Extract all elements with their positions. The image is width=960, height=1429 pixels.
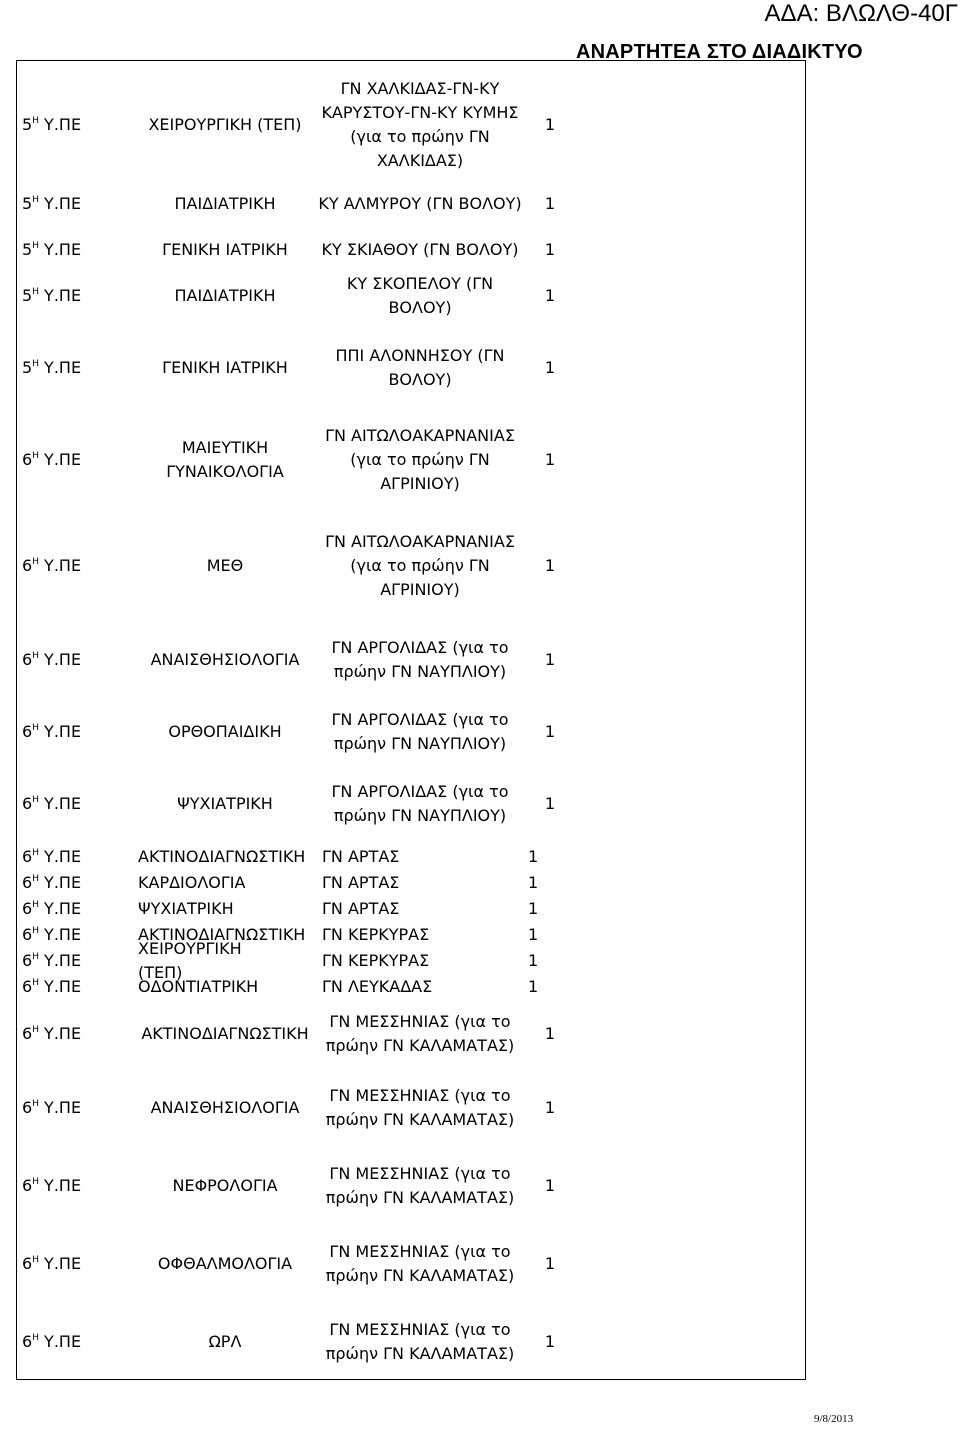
- region-label: Υ.ΠΕ: [38, 650, 82, 669]
- table-row: [22, 922, 576, 948]
- region-superscript: Η: [32, 977, 39, 988]
- region-cell: [22, 975, 134, 999]
- region-superscript: Η: [32, 1254, 39, 1265]
- hospital-cell: ΓΝ ΜΕΣΣΗΝΙΑΣ (για το πρώην ΓΝ ΚΑΛΑΜΑΤΑΣ): [325, 1242, 515, 1285]
- positions-count-cell: 1: [544, 1176, 556, 1195]
- table-row: [22, 227, 576, 273]
- region-number: 6: [22, 1024, 33, 1043]
- region-label: Υ.ΠΕ: [38, 722, 82, 741]
- region-number: 6: [22, 1098, 33, 1117]
- specialty-cell: ΨΥΧΙΑΤΡΙΚΗ: [177, 794, 273, 813]
- positions-count-cell: 1: [544, 240, 556, 259]
- specialty-cell: ΟΔΟΝΤΙΑΤΡΙΚΗ: [138, 977, 259, 996]
- region-cell: [22, 448, 134, 472]
- hospital-cell: ΓΝ ΧΑΛΚΙΔΑΣ-ΓΝ-ΚΥ ΚΑΡΥΣΤΟΥ-ΓΝ-ΚΥ ΚΥΜΗΣ (για το πρώην ΓΝ ΧΑΛΚΙΔΑΣ): [321, 79, 519, 170]
- specialty-cell: ΓΕΝΙΚΗ ΙΑΤΡΙΚΗ: [162, 240, 288, 259]
- region-label: Υ.ΠΕ: [38, 794, 82, 813]
- region-label: Υ.ΠΕ: [38, 194, 82, 213]
- region-cell: [22, 1022, 134, 1046]
- region-superscript: Η: [32, 240, 39, 251]
- region-superscript: Η: [32, 951, 39, 962]
- region-label: Υ.ΠΕ: [38, 847, 82, 866]
- specialty-cell: ΧΕΙΡΟΥΡΓΙΚΗ (ΤΕΠ): [138, 939, 242, 982]
- region-number: 6: [22, 794, 33, 813]
- positions-count-cell: 1: [528, 847, 539, 866]
- region-number: 6: [22, 556, 33, 575]
- positions-count-cell: 1: [544, 1332, 556, 1351]
- positions-count-cell: 1: [544, 794, 556, 813]
- region-superscript: Η: [32, 115, 39, 126]
- region-cell: [22, 1096, 134, 1120]
- specialty-cell: ΠΑΙΔΙΑΤΡΙΚΗ: [174, 286, 276, 305]
- region-superscript: Η: [32, 450, 39, 461]
- positions-count-cell: 1: [544, 1024, 556, 1043]
- table-row: [22, 974, 576, 1000]
- specialty-cell: ΓΕΝΙΚΗ ΙΑΤΡΙΚΗ: [162, 358, 288, 377]
- specialty-cell: ΜΕΘ: [206, 556, 244, 575]
- hospital-cell: ΓΝ ΜΕΣΣΗΝΙΑΣ (για το πρώην ΓΝ ΚΑΛΑΜΑΤΑΣ): [325, 1086, 515, 1129]
- region-superscript: Η: [32, 194, 39, 205]
- region-superscript: Η: [32, 794, 39, 805]
- table-row: [22, 333, 576, 403]
- specialty-cell: ΟΦΘΑΛΜΟΛΟΓΙΑ: [157, 1254, 293, 1273]
- region-label: Υ.ΠΕ: [38, 115, 82, 134]
- specialty-cell: ΟΡΘΟΠΑΙΔΙΚΗ: [168, 722, 282, 741]
- specialty-cell: ΑΚΤΙΝΟΔΙΑΓΝΩΣΤΙΚΗ: [138, 847, 306, 866]
- region-cell: [22, 1174, 134, 1198]
- region-cell: [22, 720, 134, 744]
- table-row: [22, 1306, 576, 1378]
- region-cell: [22, 923, 134, 947]
- positions-count-cell: 1: [544, 286, 556, 305]
- region-number: 5: [22, 240, 33, 259]
- hospital-label: ΓΝ ΑΡΤΑΣ: [322, 899, 400, 918]
- hospital-cell: ΓΝ ΑΡΓΟΛΙΔΑΣ (για το πρώην ΓΝ ΝΑΥΠΛΙΟΥ): [331, 782, 509, 825]
- hospital-cell: [288, 975, 528, 999]
- region-label: Υ.ΠΕ: [38, 1098, 82, 1117]
- hospital-cell: ΠΠΙ ΑΛΟΝΝΗΣΟΥ (ΓΝ ΒΟΛΟΥ): [335, 346, 505, 389]
- region-cell: [22, 871, 134, 895]
- region-cell: [22, 356, 134, 380]
- specialty-cell: ΑΝΑΙΣΘΗΣΙΟΛΟΓΙΑ: [150, 1098, 300, 1117]
- region-label: Υ.ΠΕ: [38, 977, 82, 996]
- table-row: [22, 998, 576, 1070]
- table-row: [22, 939, 576, 982]
- region-number: 6: [22, 722, 33, 741]
- hospital-label: ΓΝ ΑΡΤΑΣ: [322, 873, 400, 892]
- region-superscript: Η: [32, 1024, 39, 1035]
- region-number: 6: [22, 925, 33, 944]
- table-row: [22, 844, 576, 870]
- specialty-cell: ΑΝΑΙΣΘΗΣΙΟΛΟΓΙΑ: [150, 650, 300, 669]
- positions-count-cell: 1: [544, 650, 556, 669]
- region-superscript: Η: [32, 873, 39, 884]
- specialty-cell: ΠΑΙΔΙΑΤΡΙΚΗ: [174, 194, 276, 213]
- hospital-label: ΓΝ ΚΕΡΚΥΡΑΣ: [322, 951, 430, 970]
- table-row: [22, 896, 576, 922]
- table-row: [22, 624, 576, 696]
- table-row: [22, 1228, 576, 1300]
- region-cell: [22, 554, 134, 578]
- region-label: Υ.ΠΕ: [38, 450, 82, 469]
- region-label: Υ.ΠΕ: [38, 358, 82, 377]
- table-row: [22, 1072, 576, 1144]
- region-cell: [22, 1252, 134, 1276]
- hospital-label: ΓΝ ΚΕΡΚΥΡΑΣ: [322, 925, 430, 944]
- region-superscript: Η: [32, 1332, 39, 1343]
- hospital-cell: [288, 871, 528, 895]
- region-number: 6: [22, 1176, 33, 1195]
- region-superscript: Η: [32, 722, 39, 733]
- table-row: [22, 870, 576, 896]
- region-cell: [22, 648, 134, 672]
- positions-count-cell: 1: [528, 873, 539, 892]
- region-number: 6: [22, 450, 33, 469]
- document-date: 9/8/2013: [814, 1413, 854, 1425]
- specialty-cell: ΜΑΙΕΥΤΙΚΗ ΓΥΝΑΙΚΟΛΟΓΙΑ: [166, 438, 284, 481]
- region-number: 6: [22, 951, 33, 970]
- table-row: [22, 1150, 576, 1222]
- region-cell: [22, 238, 134, 262]
- hospital-cell: ΓΝ ΑΡΓΟΛΙΔΑΣ (για το πρώην ΓΝ ΝΑΥΠΛΙΟΥ): [331, 710, 509, 753]
- positions-count-cell: 1: [544, 194, 556, 213]
- region-label: Υ.ΠΕ: [38, 286, 82, 305]
- table-row: [22, 518, 576, 614]
- positions-count-cell: 1: [544, 556, 556, 575]
- hospital-cell: ΓΝ ΑΙΤΩΛΟΑΚΑΡΝΑΝΙΑΣ (για το πρώην ΓΝ ΑΓΡΙΝΙΟΥ): [325, 426, 515, 493]
- hospital-cell: ΓΝ ΑΙΤΩΛΟΑΚΑΡΝΑΝΙΑΣ (για το πρώην ΓΝ ΑΓΡΙΝΙΟΥ): [325, 532, 515, 599]
- table-row: [22, 273, 576, 319]
- hospital-cell: [288, 845, 528, 869]
- hospital-cell: ΚΥ ΣΚΟΠΕΛΟΥ (ΓΝ ΒΟΛΟΥ): [346, 274, 494, 317]
- region-number: 6: [22, 847, 33, 866]
- region-label: Υ.ΠΕ: [38, 1176, 82, 1195]
- region-label: Υ.ΠΕ: [38, 1024, 82, 1043]
- region-cell: [22, 845, 134, 869]
- specialty-cell: ΩΡΛ: [208, 1332, 242, 1351]
- table-row: [22, 73, 576, 177]
- region-label: Υ.ΠΕ: [38, 240, 82, 259]
- hospital-cell: [288, 949, 528, 973]
- region-number: 6: [22, 899, 33, 918]
- region-cell: [22, 113, 134, 137]
- table-row: [22, 696, 576, 768]
- positions-count-cell: 1: [528, 951, 539, 970]
- region-cell: [22, 284, 134, 308]
- region-number: 6: [22, 1332, 33, 1351]
- region-number: 6: [22, 1254, 33, 1273]
- table-row: [22, 768, 576, 840]
- hospital-cell: [288, 923, 528, 947]
- positions-count-cell: 1: [544, 1254, 556, 1273]
- specialty-cell: ΝΕΦΡΟΛΟΓΙΑ: [172, 1176, 278, 1195]
- hospital-cell: ΚΥ ΣΚΙΑΘΟΥ (ΓΝ ΒΟΛΟΥ): [321, 240, 519, 259]
- positions-count-cell: 1: [544, 1098, 556, 1117]
- specialty-cell: ΨΥΧΙΑΤΡΙΚΗ: [138, 899, 234, 918]
- region-superscript: Η: [32, 899, 39, 910]
- region-number: 5: [22, 115, 33, 134]
- region-label: Υ.ΠΕ: [38, 925, 82, 944]
- specialty-cell: ΚΑΡΔΙΟΛΟΓΙΑ: [138, 873, 246, 892]
- positions-count-cell: 1: [528, 977, 539, 996]
- region-cell: [22, 192, 134, 216]
- hospital-cell: ΓΝ ΑΡΓΟΛΙΔΑΣ (για το πρώην ΓΝ ΝΑΥΠΛΙΟΥ): [331, 638, 509, 681]
- region-superscript: Η: [32, 847, 39, 858]
- region-label: Υ.ΠΕ: [38, 1332, 82, 1351]
- specialty-cell: ΑΚΤΙΝΟΔΙΑΓΝΩΣΤΙΚΗ: [138, 925, 306, 944]
- region-label: Υ.ΠΕ: [38, 951, 82, 970]
- region-cell: [22, 792, 134, 816]
- positions-count-cell: 1: [544, 115, 556, 134]
- positions-count-cell: 1: [544, 722, 556, 741]
- region-number: 5: [22, 286, 33, 305]
- region-number: 6: [22, 873, 33, 892]
- region-superscript: Η: [32, 650, 39, 661]
- positions-count-cell: 1: [528, 899, 539, 918]
- hospital-cell: ΚΥ ΑΛΜΥΡΟΥ (ΓΝ ΒΟΛΟΥ): [318, 194, 522, 213]
- region-label: Υ.ΠΕ: [38, 899, 82, 918]
- positions-count-cell: 1: [528, 925, 539, 944]
- hospital-label: ΓΝ ΛΕΥΚΑΔΑΣ: [322, 977, 433, 996]
- region-superscript: Η: [32, 358, 39, 369]
- region-superscript: Η: [32, 1176, 39, 1187]
- region-number: 6: [22, 977, 33, 996]
- region-superscript: Η: [32, 286, 39, 297]
- ada-code: ΑΔΑ: ΒΛΩΛΘ-40Γ: [764, 0, 958, 27]
- hospital-label: ΓΝ ΑΡΤΑΣ: [322, 847, 400, 866]
- hospital-cell: ΓΝ ΜΕΣΣΗΝΙΑΣ (για το πρώην ΓΝ ΚΑΛΑΜΑΤΑΣ): [325, 1012, 515, 1055]
- region-number: 5: [22, 358, 33, 377]
- region-label: Υ.ΠΕ: [38, 1254, 82, 1273]
- specialty-cell: ΑΚΤΙΝΟΔΙΑΓΝΩΣΤΙΚΗ: [141, 1024, 309, 1043]
- region-cell: [22, 949, 134, 973]
- hospital-cell: ΓΝ ΜΕΣΣΗΝΙΑΣ (για το πρώην ΓΝ ΚΑΛΑΜΑΤΑΣ): [325, 1164, 515, 1207]
- hospital-cell: [288, 897, 528, 921]
- table-row: [22, 181, 576, 227]
- region-superscript: Η: [32, 925, 39, 936]
- region-number: 6: [22, 650, 33, 669]
- specialty-cell: ΧΕΙΡΟΥΡΓΙΚΗ (ΤΕΠ): [148, 115, 302, 134]
- region-superscript: Η: [32, 1098, 39, 1109]
- positions-count-cell: 1: [544, 450, 556, 469]
- region-label: Υ.ΠΕ: [38, 873, 82, 892]
- posted-online-notice: ΑΝΑΡΤΗΤΕΑ ΣΤΟ ΔΙΑΔΙΚΤΥΟ: [576, 41, 863, 63]
- positions-count-cell: 1: [544, 358, 556, 377]
- region-cell: [22, 1330, 134, 1354]
- table-row: [22, 412, 576, 508]
- region-cell: [22, 897, 134, 921]
- region-superscript: Η: [32, 556, 39, 567]
- region-label: Υ.ΠΕ: [38, 556, 82, 575]
- region-number: 5: [22, 194, 33, 213]
- hospital-cell: ΓΝ ΜΕΣΣΗΝΙΑΣ (για το πρώην ΓΝ ΚΑΛΑΜΑΤΑΣ): [325, 1320, 515, 1363]
